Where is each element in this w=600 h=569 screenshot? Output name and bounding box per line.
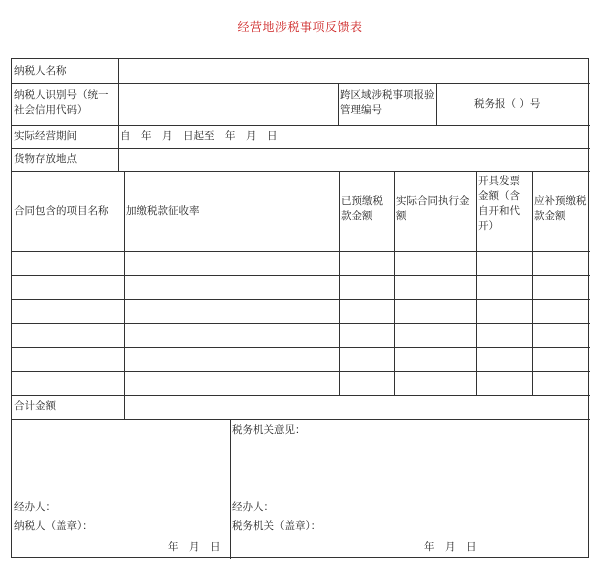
- tax-report-number-label: 税务报（ ）号: [474, 98, 541, 110]
- taxpayer-id-label: 纳税人识别号（统一社会信用代码）: [14, 89, 109, 116]
- business-period-value: 自 年 月 日起至 年 月 日: [120, 130, 278, 142]
- tax-office-seal-label: 税务机关（盖章）：: [232, 520, 322, 532]
- business-period-label: 实际经营期间: [14, 130, 77, 142]
- taxpayer-seal-label: 纳税人（盖章）：: [14, 520, 93, 532]
- total-amount-label: 合计金额: [14, 400, 56, 412]
- left-handler-label: 经办人：: [14, 501, 56, 513]
- goods-location-label: 货物存放地点: [14, 153, 77, 165]
- form-title: 经营地涉税事项反馈表: [237, 20, 363, 34]
- tax-office-opinion-label: 税务机关意见：: [232, 424, 306, 436]
- header-tax-collection-rate: 加缴税款征收率: [126, 205, 200, 217]
- right-date-label: 年 月 日: [424, 541, 477, 553]
- header-supplement-tax: 应补预缴税款金额: [534, 195, 587, 222]
- header-contract-items: 合同包含的项目名称: [14, 205, 109, 217]
- right-handler-label: 经办人：: [232, 501, 274, 513]
- left-date-label: 年 月 日: [168, 541, 221, 553]
- header-prepaid-tax: 已预缴税款金额: [341, 195, 383, 222]
- taxpayer-name-label: 纳税人名称: [14, 65, 67, 77]
- cross-region-number-label: 跨区域涉税事项报验管理编号: [340, 89, 435, 116]
- header-actual-contract-amount: 实际合同执行金额: [396, 195, 470, 222]
- feedback-form-table: [11, 58, 589, 558]
- header-invoice-amount: 开具发票金额（含自开和代开）: [478, 175, 520, 232]
